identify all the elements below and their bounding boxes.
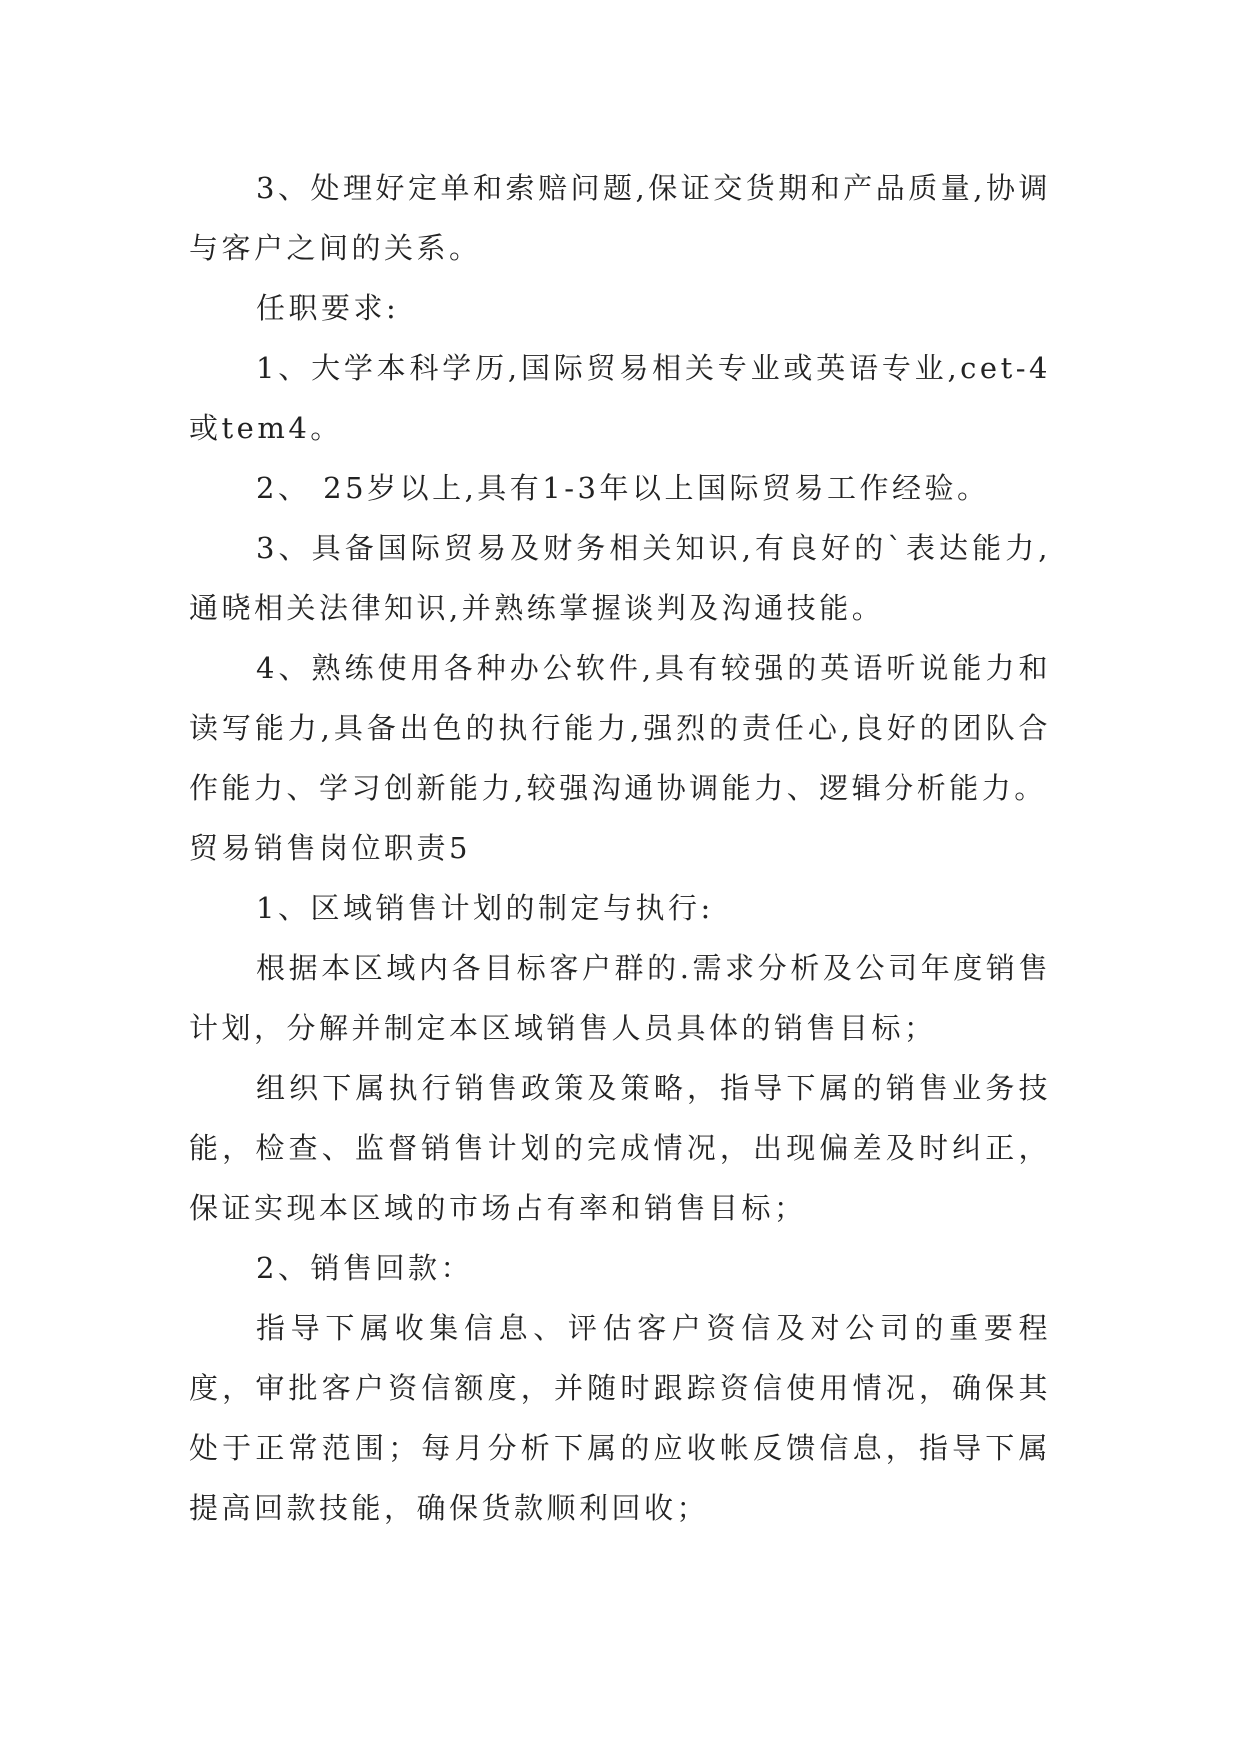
paragraph-7: 1、区域销售计划的制定与执行: <box>256 891 714 925</box>
paragraph-2: 任职要求: <box>256 291 400 325</box>
section-heading: 贸易销售岗位职责5 <box>189 831 471 865</box>
paragraph-6: 4、熟练使用各种办公软件,具有较强的英语听说能力和读写能力,具备出色的执行能力,强烈的责任心,良好的团队合作能力、学习创新能力,较强沟通协调能力、逻辑分析能力。 <box>189 651 1051 805</box>
paragraph-1: 3、处理好定单和索赔问题,保证交货期和产品质量,协调与客户之间的关系。 <box>189 171 1051 265</box>
document-body <box>189 158 1051 1538</box>
paragraph-10: 2、销售回款： <box>256 1251 473 1285</box>
paragraph-5: 3、具备国际贸易及财务相关知识,有良好的`表达能力,通晓相关法律知识,并熟练掌握谈判及沟通技能。 <box>189 531 1051 625</box>
paragraph-4: 2、 25岁以上,具有1-3年以上国际贸易工作经验。 <box>256 471 990 505</box>
paragraph-9: 组织下属执行销售政策及策略，指导下属的销售业务技能，检查、监督销售计划的完成情况，出现偏差及时纠正，保证实现本区域的市场占有率和销售目标； <box>189 1071 1051 1225</box>
paragraph-8: 根据本区域内各目标客户群的.需求分析及公司年度销售计划，分解并制定本区域销售人员具体的销售目标； <box>189 951 1051 1045</box>
paragraph-11: 指导下属收集信息、评估客户资信及对公司的重要程度，审批客户资信额度，并随时跟踪资信使用情况，确保其处于正常范围；每月分析下属的应收帐反馈信息，指导下属提高回款技能，确保货款顺利回收； <box>189 1311 1051 1525</box>
paragraph-3: 1、大学本科学历,国际贸易相关专业或英语专业,cet-4或tem4。 <box>189 351 1051 445</box>
